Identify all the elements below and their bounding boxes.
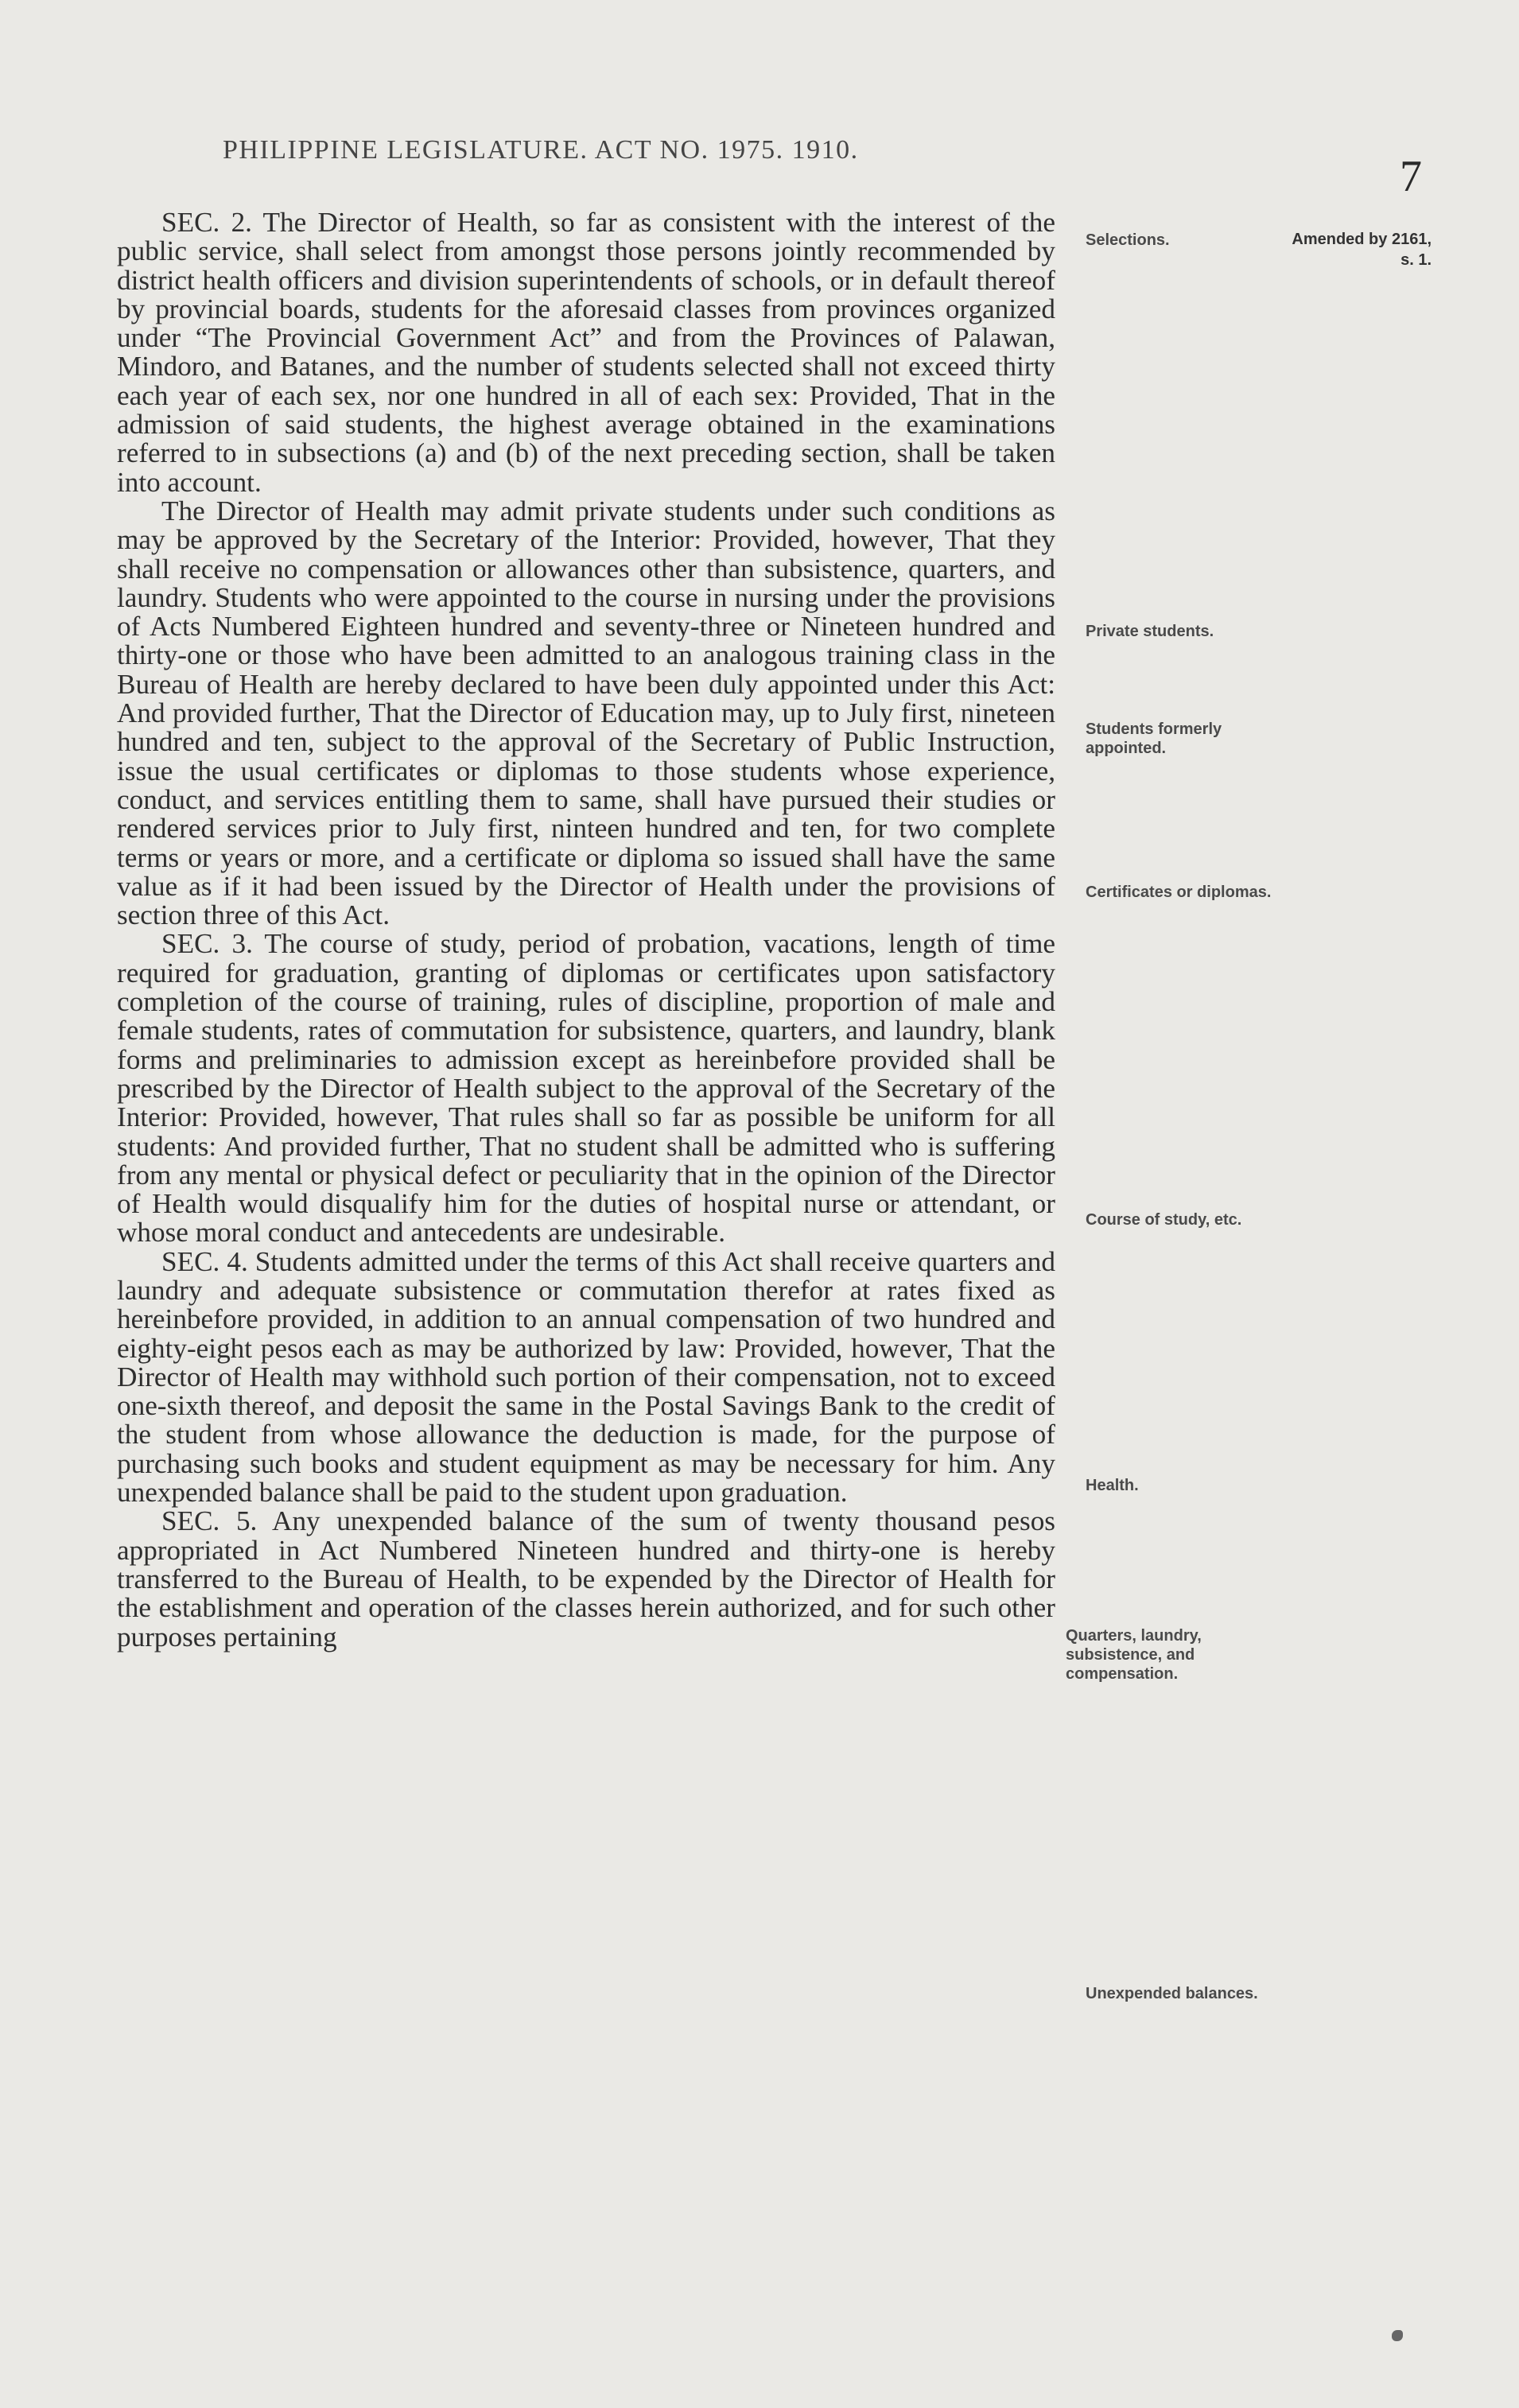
page-number: 7 [1400,152,1422,201]
margin-note-certificates: Certificates or diplomas. [1086,884,1272,901]
margin-note-course-of-study: Course of study, etc. [1086,1211,1242,1229]
margin-note-unexpended: Unexpended balances. [1086,1985,1258,2002]
margin-note-private-students: Private students. [1086,623,1214,640]
amendment-note: Amended by 2161, s. 1. [1292,231,1432,269]
margin-note-health: Health. [1086,1477,1139,1494]
ink-speck [1392,2330,1403,2341]
paragraph-sec-3: SEC. 3. The course of study, period of probation, vacations, length of time required for graduation, granting of diplomas or certificates upon satisfactory completion of the course of training, rules of discipline, proportion of male and female students, rates of commutation for subsistence, quarters, and laundry, blank forms and preliminaries to admission except as hereinbefore provided shall be prescribed by the Director of Health subject to the approval of the Secretary of the Interior: Provided, however, That rules shall so far as possible be uniform for all students: And provided further, That no student shall be admitted who is suffering from any mental or physical defect or peculiarity that in the opinion of the Director of Health would disqualify him for the duties of hospital nurse or attendant, or whose moral conduct and antecedents are undesirable. [117,928,1055,1249]
running-head: PHILIPPINE LEGISLATURE. ACT NO. 1975. 1910. [223,135,859,165]
paragraph-sec-4: SEC. 4. Students admitted under the terms of this Act shall receive quarters and laundry and adequate subsistence or commutation therefor at rates fixed as hereinbefore provided, in addition to an annual compensation of two hundred and eighty-eight pesos each as may be authorized by law: Provided, however, That the Director of Health may withhold such portion of their compensation, not to exceed one-sixth thereof, and deposit the same in the Postal Savings Bank to the credit of the student from whose allowance the deduction is made, for the purpose of purchasing such books and student equipment as may be necessary for him. Any unexpended balance shall be paid to the student upon graduation. [117,1245,1055,1509]
margin-note-quarters: Quarters, laundry, subsistence, and compensation. [1066,1627,1202,1683]
paragraph-private-students: The Director of Health may admit private students under such conditions as may be approved by the Secretary of the Interior: Provided, however, That they shall receive no compensation or allowances other than subsistence, quarters, and laundry. Students who were appointed to the course in nursing under the provisions of Acts Numbered Eighteen hundred and seventy-three or Nineteen hundred and thirty-one or those who have been admitted to an analogous training class in the Bureau of Health are hereby declared to have been duly appointed under this Act: And provided further, That the Director of Education may, up to July first, nineteen hundred and ten, subject to the approval of the Secretary of Public Instruction, issue the usual certificates or diplomas to those students whose experience, conduct, and services entitling them to same, shall have pursued their studies or rendered services prior to July first, ninteen hundred and ten, for two complete terms or years or more, and a certificate or diploma so issued shall have the same value as if it had been issued by the Director of Health under the provisions of section three of this Act. [117,495,1055,931]
margin-note-selections: Selections. [1086,231,1170,249]
margin-note-students-formerly-appointed: Students formerly appointed. [1086,720,1222,757]
body-text [117,208,1055,1652]
paragraph-sec-2: SEC. 2. The Director of Health, so far as consistent with the interest of the public service, shall select from amongst those persons jointly recommended by district health officers and division superintendents of schools, or in default thereof by provincial boards, students for the aforesaid classes from provinces organized under “The Provincial Government Act” and from the Provinces of Palawan, Mindoro, and Batanes, and the number of students selected shall not exceed thirty each year of each sex, nor one hundred in all of each sex: Provided, That in the admission of said students, the highest average obtained in the examinations referred to in subsections (a) and (b) of the next preceding section, shall be taken into account. [117,207,1055,498]
paragraph-sec-5: SEC. 5. Any unexpended balance of the sum of twenty thousand pesos appropriated in Act Numbered Nineteen hundred and thirty-one is hereby transferred to the Bureau of Health, to be expended by the Director of Health for the establishment and operation of the classes herein authorized, and for such other purposes pertaining [117,1505,1055,1653]
